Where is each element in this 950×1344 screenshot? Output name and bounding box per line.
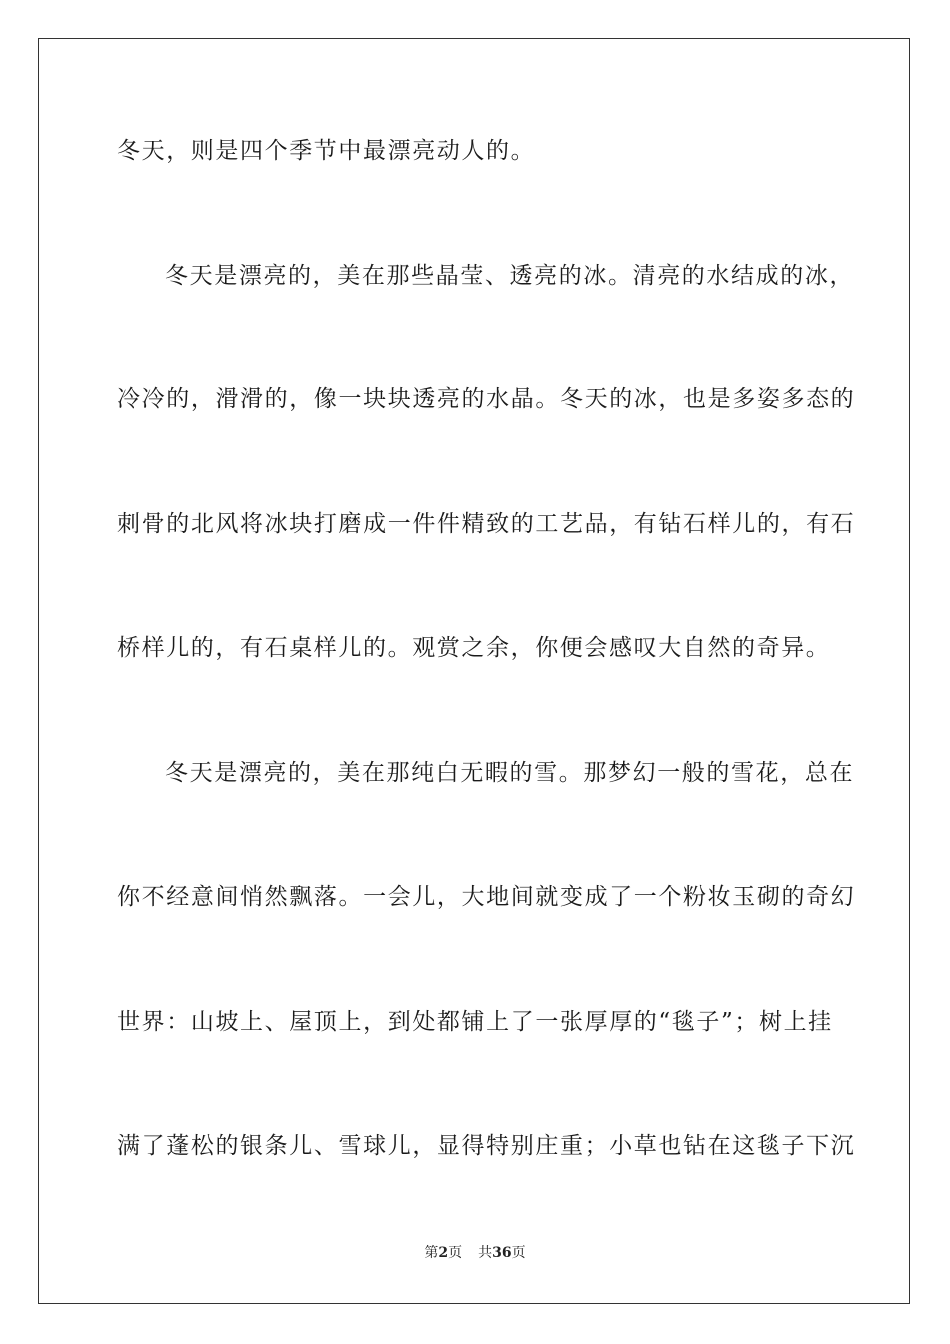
- footer-total-prefix: 共: [478, 1245, 493, 1261]
- page-footer: [0, 1243, 950, 1263]
- footer-page-number: 2: [438, 1245, 449, 1261]
- text-line-2: 冬 天 是 漂 亮 的 ， 美 在 那 些 晶 莹 、 透 亮 的 冰 。 清 亮 的 水 结 成 的 冰 ，: [165, 263, 855, 289]
- text-line-4: 刺 骨 的 北 风 将 冰 块 打 磨 成 一 件 件 精 致 的 工 艺 品 ， 有 钻 石 样 儿 的 ， 有 石: [117, 511, 856, 537]
- text-line-3: 冷 冷 的 ， 滑 滑 的 ， 像 一 块 块 透 亮 的 水 晶 。 冬 天 的 冰 ， 也 是 多 姿 多 态 的: [117, 386, 856, 412]
- footer-page-prefix: 第: [424, 1245, 439, 1261]
- text-line-9: 满 了 蓬 松 的 银 条 儿 、 雪 球 儿 ， 显 得 特 别 庄 重 ； 小 草 也 钻 在 这 毯 子 下 沉: [117, 1133, 856, 1159]
- footer-total-pages: 36: [492, 1245, 512, 1261]
- text-line-6: 冬 天 是 漂 亮 的 ， 美 在 那 纯 白 无 暇 的 雪 。 那 梦 幻 一 般 的 雪 花 ， 总 在: [165, 760, 855, 786]
- footer-total-unit: 页: [511, 1245, 526, 1261]
- footer-page-unit: 页: [448, 1245, 463, 1261]
- text-line-5: 桥样儿的，有石桌样儿的。观赏之余，你便会感叹大自然的奇异。: [117, 635, 831, 661]
- text-line-8: 世 界 ： 山 坡 上 、 屋 顶 上 ， 到 处 都 铺 上 了 一 张 厚 厚 的 “ 毯 子 ” ； 树 上 挂: [117, 1009, 833, 1035]
- page-border: [38, 38, 910, 1304]
- text-line-7: 你 不 经 意 间 悄 然 飘 落 。 一 会 儿 ， 大 地 间 就 变 成 了 一 个 粉 妆 玉 砌 的 奇 幻: [117, 884, 856, 910]
- text-line-1: 冬天，则是四个季节中最漂亮动人的。: [117, 138, 536, 164]
